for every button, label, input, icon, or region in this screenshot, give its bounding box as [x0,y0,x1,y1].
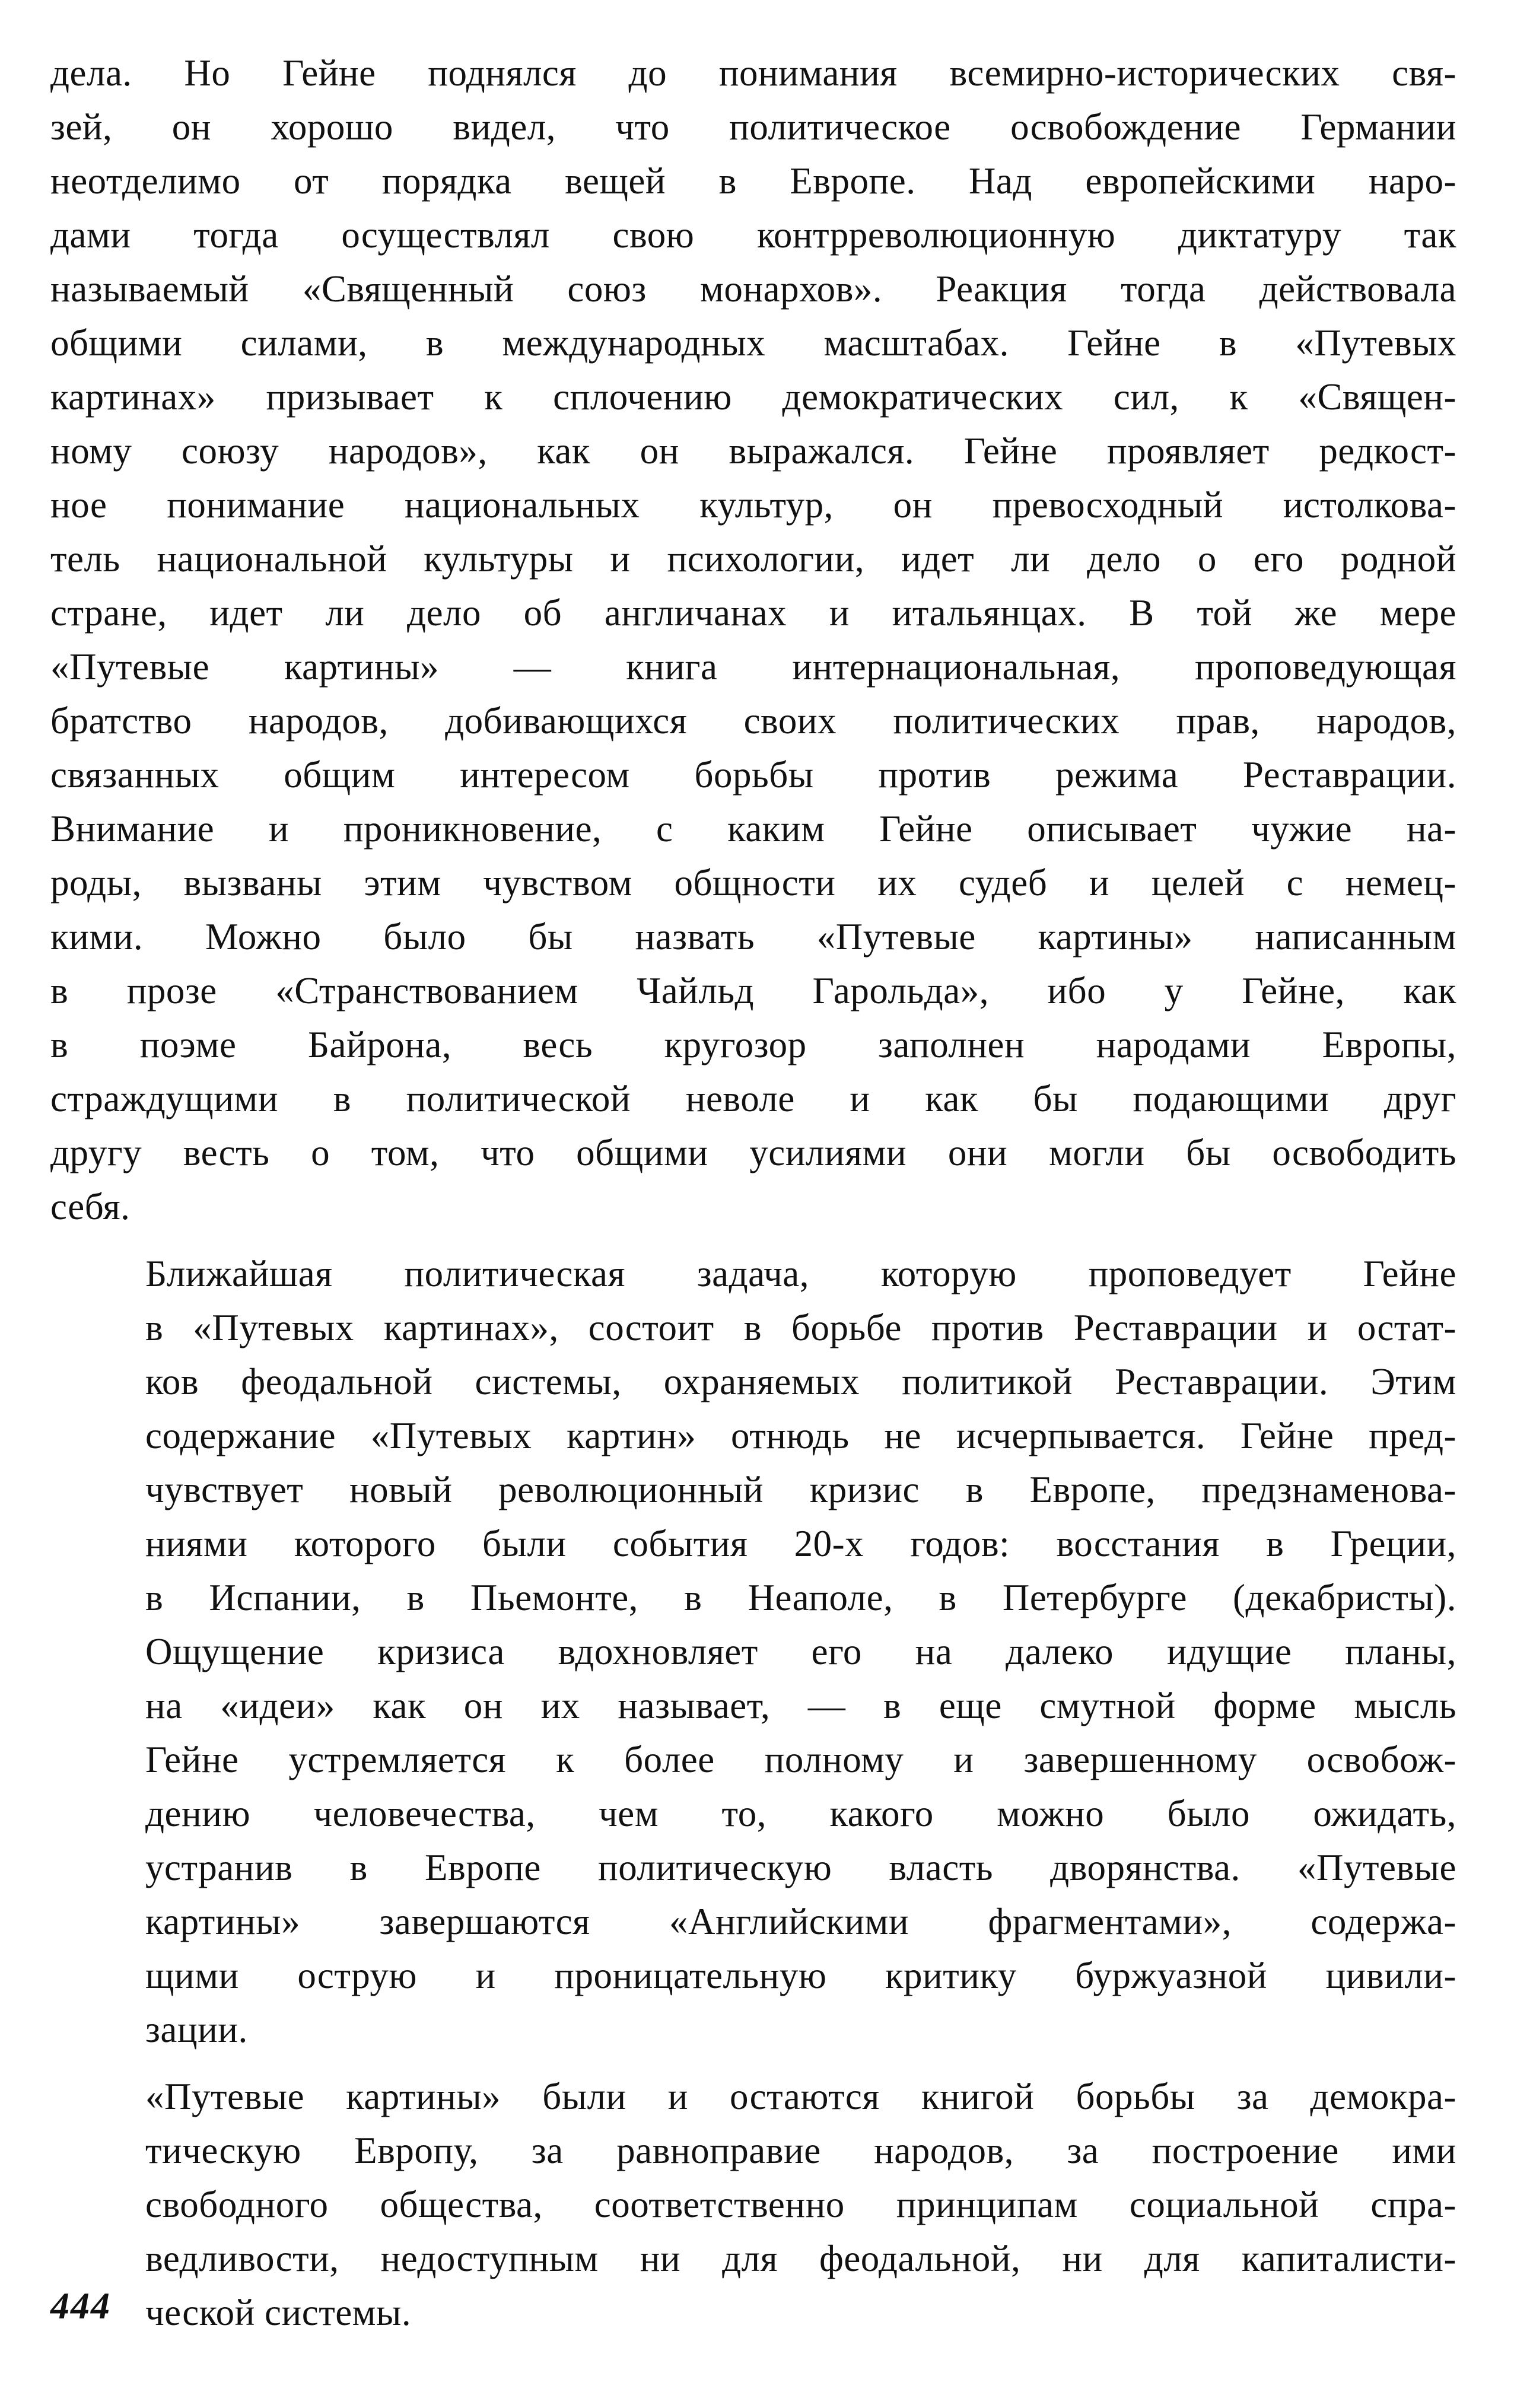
text-line: общими силами, в международных масштабах. Гейне в «Путевых [50,322,1456,364]
text-line: в «Путевых картинах», состоит в борьбе против Реставрации и остат- [145,1307,1456,1348]
paragraph [50,1247,1456,2057]
text-line: на «идеи» как он их называет, — в еще смутной форме мысль [145,1685,1456,1726]
text-line: зации. [145,2009,248,2050]
text-line: ному союзу народов», как он выражался. Гейне проявляет редкост- [50,430,1456,472]
page-number: 444 [50,2285,111,2327]
text-line: кими. Можно было бы назвать «Путевые картины» написанным [50,916,1456,958]
text-line: в Испании, в Пьемонте, в Неаполе, в Петербурге (декабристы). [145,1577,1456,1618]
text-line: зей, он хорошо видел, что политическое освобождение Германии [50,106,1456,148]
text-line: Внимание и проникновение, с каким Гейне описывает чужие на- [50,808,1456,850]
paragraph [50,2070,1456,2340]
text-line: Ближайшая политическая задача, которую проповедует Гейне [145,1253,1456,1294]
text-line: братство народов, добивающихся своих политических прав, народов, [50,700,1456,742]
text-line: дению человечества, чем то, какого можно было ожидать, [145,1793,1456,1834]
text-line: ниями которого были события 20-х годов: восстания в Греции, [145,1523,1456,1564]
text-line: ков феодальной системы, охраняемых политикой Реставрации. Этим [145,1361,1456,1402]
text-line: устранив в Европе политическую власть дворянства. «Путевые [145,1847,1456,1888]
text-column [50,46,1456,2340]
text-line: ческой системы. [145,2292,412,2333]
text-line: неотделимо от порядка вещей в Европе. Над европейскими наро- [50,160,1456,202]
text-line: дами тогда осуществлял свою контрреволюционную диктатуру так [50,214,1456,256]
text-line: ведливости, недоступным ни для феодальной, ни для капиталисти- [145,2238,1456,2279]
text-line: чувствует новый революционный кризис в Европе, предзнаменова- [145,1469,1456,1510]
text-line: в прозе «Странствованием Чайльд Гарольда», ибо у Гейне, как [50,970,1456,1011]
text-line: дела. Но Гейне поднялся до понимания всемирно-исторических свя- [50,52,1456,94]
text-line: свободного общества, соответственно принципам социальной спра- [145,2184,1456,2225]
text-line: называемый «Священный союз монархов». Реакция тогда действовала [50,268,1456,310]
text-line: другу весть о том, что общими усилиями они могли бы освободить [50,1132,1456,1173]
text-line: содержание «Путевых картин» отнюдь не исчерпывается. Гейне пред- [145,1415,1456,1456]
text-line: в поэме Байрона, весь кругозор заполнен народами Европы, [50,1024,1456,1065]
text-line: тель национальной культуры и психологии, идет ли дело о его родной [50,538,1456,580]
text-line: страждущими в политической неволе и как бы подающими друг [50,1078,1456,1119]
text-line: себя. [50,1186,131,1227]
text-line: ное понимание национальных культур, он превосходный истолкова- [50,484,1456,526]
text-line: «Путевые картины» были и остаются книгой борьбы за демокра- [145,2076,1456,2117]
text-line: связанных общим интересом борьбы против режима Реставрации. [50,754,1456,796]
text-line: роды, вызваны этим чувством общности их судеб и целей с немец- [50,862,1456,904]
text-line: стране, идет ли дело об англичанах и итальянцах. В той же мере [50,592,1456,634]
text-line: Ощущение кризиса вдохновляет его на далеко идущие планы, [145,1631,1456,1672]
text-line: картинах» призывает к сплочению демократических сил, к «Священ- [50,376,1456,418]
text-line: тическую Европу, за равноправие народов, за построение ими [145,2130,1456,2171]
text-line: картины» завершаются «Английскими фрагментами», содержа- [145,1901,1456,1942]
text-line: щими острую и проницательную критику буржуазной цивили- [145,1955,1456,1996]
page-body [50,46,1456,2340]
text-line: «Путевые картины» — книга интернациональная, проповедующая [50,646,1456,688]
text-line: Гейне устремляется к более полному и завершенному освобож- [145,1739,1456,1780]
paragraph [50,46,1456,1234]
